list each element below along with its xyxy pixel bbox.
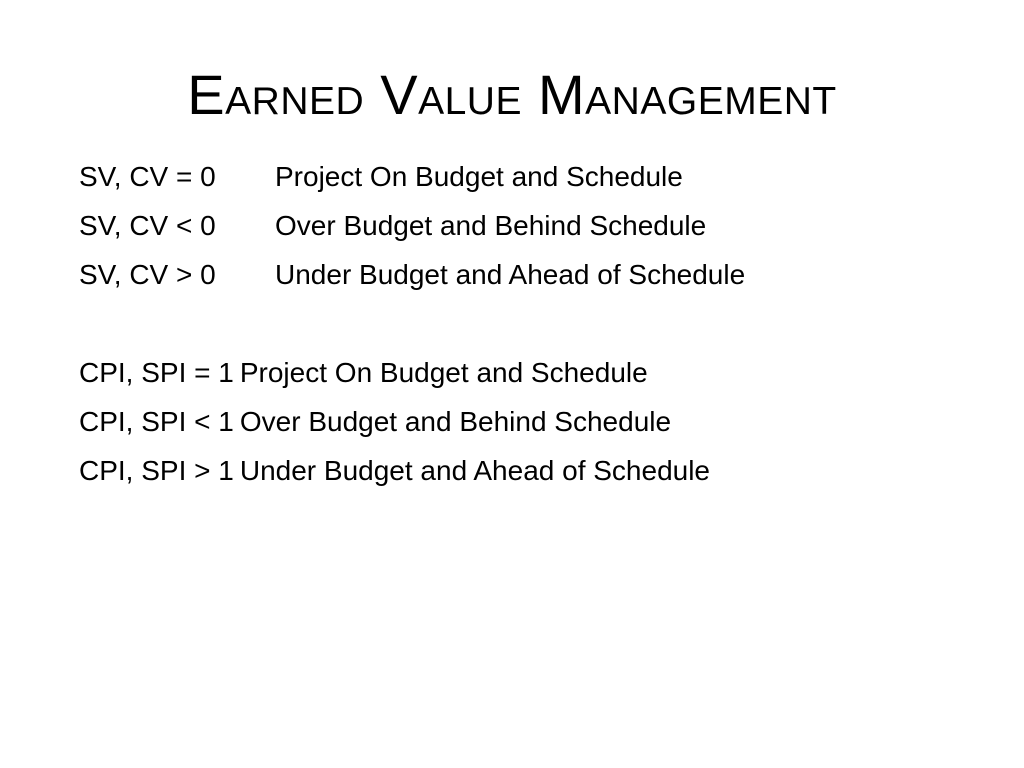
cpi-spi-condition: CPI, SPI = 1	[79, 357, 234, 388]
sv-cv-rule-row	[79, 201, 979, 250]
sv-cv-condition: SV, CV > 0	[79, 259, 216, 290]
sv-cv-condition: SV, CV < 0	[79, 210, 216, 241]
slide-title: Earned Value Management	[187, 63, 837, 126]
cpi-spi-meaning: Over Budget and Behind Schedule	[239, 406, 672, 437]
cpi-spi-meaning: Project On Budget and Schedule	[239, 357, 648, 388]
cpi-spi-rule-row	[79, 397, 979, 446]
cpi-spi-rule-row	[79, 446, 979, 495]
sv-cv-condition: SV, CV = 0	[79, 161, 216, 192]
sv-cv-meaning: Over Budget and Behind Schedule	[275, 210, 707, 241]
cpi-spi-rule-row	[79, 348, 979, 397]
sv-cv-rule-row	[79, 152, 979, 201]
section-spacer	[79, 299, 979, 348]
sv-cv-rule-row	[79, 250, 979, 299]
sv-cv-meaning: Project On Budget and Schedule	[275, 161, 683, 192]
cpi-spi-condition: CPI, SPI < 1	[79, 406, 234, 437]
cpi-spi-meaning: Under Budget and Ahead of Schedule	[239, 455, 711, 486]
slide-body	[79, 152, 979, 495]
sv-cv-meaning: Under Budget and Ahead of Schedule	[275, 259, 746, 290]
cpi-spi-condition: CPI, SPI > 1	[79, 455, 234, 486]
